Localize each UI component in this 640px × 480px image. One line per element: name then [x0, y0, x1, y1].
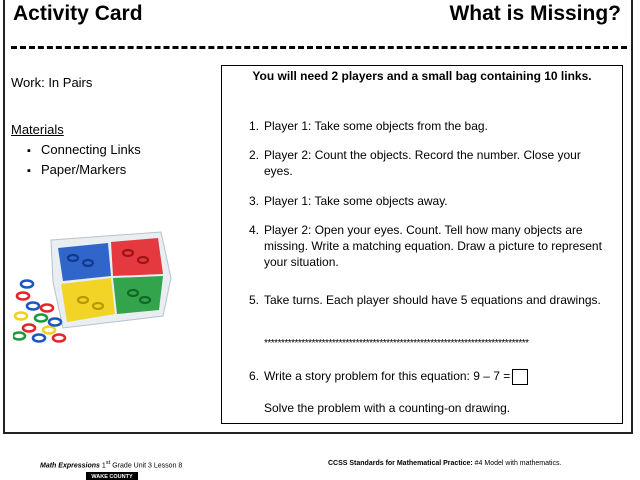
dashed-divider	[11, 46, 627, 49]
star-separator: ******************************************************************************	[264, 338, 529, 349]
step-5: 5. Take turns. Each player should have 5 equations and drawings.	[249, 293, 601, 307]
step-3: 3. Player 1: Take some objects away.	[249, 194, 448, 208]
card-title: Activity Card	[13, 2, 143, 25]
step-2: 2. Player 2: Count the objects. Record the number. Close your eyes.	[249, 148, 581, 178]
instructions-header: You will need 2 players and a small bag containing 10 links.	[252, 69, 592, 83]
instructions-box	[221, 65, 623, 424]
activity-title: What is Missing?	[449, 2, 621, 25]
connecting-links-picture	[13, 218, 173, 346]
materials-heading: Materials	[11, 122, 64, 137]
materials-list	[27, 140, 141, 180]
activity-card	[3, 0, 633, 434]
logo-text: WAKE COUNTY	[91, 474, 133, 480]
material-item: ▪ Paper/Markers	[27, 160, 141, 180]
work-mode: Work: In Pairs	[11, 75, 93, 90]
answer-box	[512, 369, 528, 385]
step-6: 6. Write a story problem for this equation: 9 – 7 =	[249, 368, 609, 385]
solve-instruction: Solve the problem with a counting-on drawing.	[264, 401, 511, 415]
material-item: ▪ Connecting Links	[27, 140, 141, 160]
footer-lesson: Math Expressions 1st Grade Unit 3 Lesson 8	[40, 460, 183, 470]
footer-standards: CCSS Standards for Mathematical Practice: #4 Model with mathematics.	[328, 460, 562, 467]
district-logo	[86, 472, 138, 480]
step-4: 4. Player 2: Open your eyes. Count. Tell how many objects are missing. Write a matching equation. Draw a picture to represent your situation.	[249, 223, 602, 269]
step-1: 1. Player 1: Take some objects from the bag.	[249, 119, 488, 133]
